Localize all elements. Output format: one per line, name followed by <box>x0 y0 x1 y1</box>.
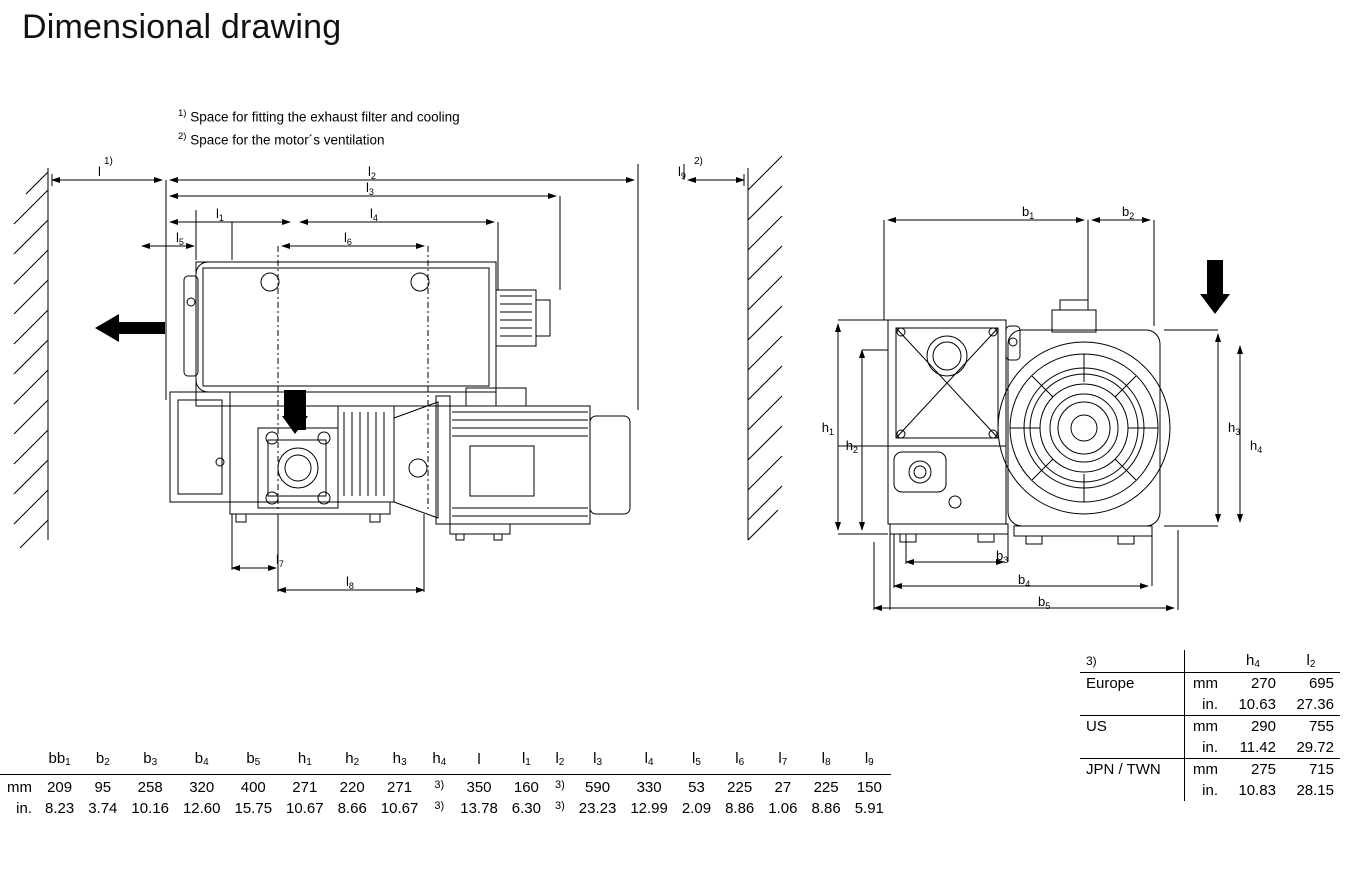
cell: 10.63 <box>1224 694 1282 716</box>
cell: 10.67 <box>286 800 324 817</box>
cell: 8.86 <box>725 800 755 817</box>
label-l7: $l_7$ <box>276 552 284 569</box>
label-h1: $h_1$ <box>821 420 834 437</box>
header-b1: $bb_1$ <box>48 750 71 768</box>
header-h4: $h_4$ <box>432 750 447 768</box>
cell: 330 <box>636 779 662 796</box>
header-l9: $l_9$ <box>864 750 874 768</box>
footnote-2 <box>178 127 460 150</box>
dimensions-table-head <box>0 748 891 775</box>
header-b4: $b_4$ <box>194 750 209 768</box>
cell: 8.66 <box>337 800 367 817</box>
table-row <box>1080 780 1340 801</box>
cell: 95 <box>94 779 112 796</box>
header-note: 3) <box>1086 654 1097 668</box>
cell: 1.06 <box>768 800 798 817</box>
row-unit: in. <box>16 800 32 817</box>
table-row <box>0 798 891 819</box>
cell: 6.30 <box>511 800 541 817</box>
cell: 27.36 <box>1282 694 1340 716</box>
label-l2: $l_2$ <box>368 164 376 181</box>
cell: 3) <box>434 779 445 791</box>
cell: 3) <box>555 800 565 812</box>
row-unit: in. <box>1185 694 1225 716</box>
label-l6: $l_6$ <box>344 230 352 247</box>
cell: 3) <box>434 800 445 812</box>
label-l: l <box>98 164 101 179</box>
row-unit: in. <box>1185 737 1225 759</box>
cell: 11.42 <box>1224 737 1282 759</box>
label-b1: $b_1$ <box>1022 204 1035 221</box>
header-l1: $l_1$ <box>521 750 531 768</box>
cell: 10.16 <box>131 800 169 817</box>
header-h3: $h_3$ <box>392 750 407 768</box>
label-b2: $b_2$ <box>1122 204 1135 221</box>
row-unit: mm <box>1185 716 1225 738</box>
cell: 225 <box>813 779 839 796</box>
cell: 8.23 <box>45 800 75 817</box>
cell: 258 <box>137 779 163 796</box>
region-label <box>1080 737 1185 759</box>
front-inlet-arrow-down <box>1200 260 1230 314</box>
page-title: Dimensional drawing <box>22 8 342 46</box>
dimension-lines-front <box>838 220 1240 610</box>
table-header-row <box>1080 650 1340 673</box>
label-l5: $l_5$ <box>176 230 184 247</box>
right-wall <box>748 156 782 540</box>
header-l7: $l_7$ <box>778 750 788 768</box>
region-label: JPN / TWN <box>1086 761 1161 778</box>
region-variants-table-element <box>1080 650 1340 801</box>
label-b4: $b_4$ <box>1018 572 1031 589</box>
dimension-lines-side <box>52 164 744 592</box>
table-row <box>0 775 891 799</box>
callout-2: 2) <box>694 156 703 167</box>
cell: 150 <box>856 779 882 796</box>
cell: 2.09 <box>681 800 712 817</box>
header-unit <box>1185 650 1225 673</box>
region-label: Europe <box>1086 675 1135 692</box>
callout-1: 1) <box>104 156 113 167</box>
footnote-1-marker: 1) <box>178 108 187 119</box>
cell: 275 <box>1250 761 1276 778</box>
region-variants-body <box>1080 673 1340 802</box>
cell: 715 <box>1308 761 1334 778</box>
dimensions-table-element <box>0 748 891 819</box>
cell: 3) <box>555 779 565 791</box>
cell: 5.91 <box>854 800 884 817</box>
cell: 755 <box>1308 718 1334 735</box>
header-l6: $l_6$ <box>735 750 745 768</box>
row-unit: mm <box>7 779 32 796</box>
side-view-machine <box>170 262 630 540</box>
region-label: US <box>1086 718 1107 735</box>
cell: 320 <box>189 779 215 796</box>
cell: 10.67 <box>380 800 419 817</box>
label-l4: $l_4$ <box>370 206 378 223</box>
cell: 400 <box>240 779 266 796</box>
header-b5: $b_5$ <box>246 750 261 768</box>
cell: 590 <box>585 779 611 796</box>
header-l: l <box>477 750 481 768</box>
table-row <box>1080 737 1340 759</box>
table-row <box>1080 716 1340 738</box>
header-l5: $l_5$ <box>692 750 701 768</box>
footnote-1-text: Space for fitting the exhaust filter and cooling <box>190 109 460 125</box>
footnote-1 <box>178 104 460 127</box>
cell: 225 <box>727 779 753 796</box>
footnote-2-marker: 2) <box>178 130 187 142</box>
header-h2: $h_2$ <box>345 750 360 768</box>
footnotes <box>178 104 460 149</box>
label-l8: $l_8$ <box>346 574 354 591</box>
cell: 209 <box>47 779 73 796</box>
inlet-arrow-down <box>282 390 308 434</box>
flow-arrow-left <box>95 314 165 342</box>
cell: 10.83 <box>1238 782 1276 799</box>
region-variants-table <box>1080 650 1340 801</box>
header-l2: $l_2$ <box>555 750 565 768</box>
header-h1: $h_1$ <box>297 750 312 768</box>
drawing-svg <box>0 150 1366 630</box>
left-wall <box>14 168 48 548</box>
region-label <box>1080 694 1185 716</box>
cell: 271 <box>292 779 318 796</box>
label-b3: $b_3$ <box>996 548 1009 565</box>
cell: 8.86 <box>811 800 841 817</box>
table-row <box>1080 694 1340 716</box>
cell: 290 <box>1250 718 1276 735</box>
region-label <box>1080 780 1185 801</box>
header-h4: $h_4$ <box>1246 652 1260 670</box>
header-l8: $l_8$ <box>821 750 831 768</box>
table-row <box>1080 673 1340 695</box>
label-l3: $l_3$ <box>366 180 374 197</box>
footnote-2-text: Space for the motor´s ventilation <box>190 132 385 147</box>
cell: 15.75 <box>234 800 273 817</box>
table-header-row <box>0 748 891 775</box>
label-l9: $l_9$ <box>678 164 686 181</box>
cell: 695 <box>1308 675 1334 692</box>
row-unit: in. <box>1185 780 1225 801</box>
header-l2: $l_2$ <box>1306 652 1316 670</box>
cell: 23.23 <box>578 800 617 817</box>
front-view-machine <box>888 300 1170 544</box>
label-l1: $l_1$ <box>216 206 224 223</box>
cell: 3.74 <box>88 800 118 817</box>
cell: 350 <box>466 779 492 796</box>
table-row <box>1080 759 1340 781</box>
row-unit: mm <box>1185 759 1225 781</box>
header-b3: $b_3$ <box>143 750 158 768</box>
cell: 28.15 <box>1296 782 1334 799</box>
cell: 13.78 <box>460 800 498 817</box>
cell: 29.72 <box>1282 737 1340 759</box>
cell: 12.99 <box>630 800 668 817</box>
cell: 12.60 <box>182 800 221 817</box>
cell: 270 <box>1250 675 1276 692</box>
cell: 271 <box>387 779 413 796</box>
label-h3: $h_3$ <box>1228 420 1241 437</box>
label-h4: $h_4$ <box>1250 438 1263 455</box>
technical-drawing <box>0 150 1366 630</box>
cell: 220 <box>339 779 365 796</box>
header-l4: $l_4$ <box>644 750 654 768</box>
label-h2: $h_2$ <box>845 438 858 455</box>
row-unit: mm <box>1185 673 1225 695</box>
cell: 160 <box>513 779 539 796</box>
label-b5: $b_5$ <box>1038 594 1051 611</box>
header-b2: $b_2$ <box>95 750 110 768</box>
dimensions-table <box>0 748 891 819</box>
header-l3: $l_3$ <box>593 750 602 768</box>
cell: 53 <box>688 779 705 796</box>
dimensions-table-body <box>0 775 891 820</box>
cell: 27 <box>774 779 792 796</box>
header-unit-col <box>0 748 38 775</box>
region-variants-head <box>1080 650 1340 673</box>
